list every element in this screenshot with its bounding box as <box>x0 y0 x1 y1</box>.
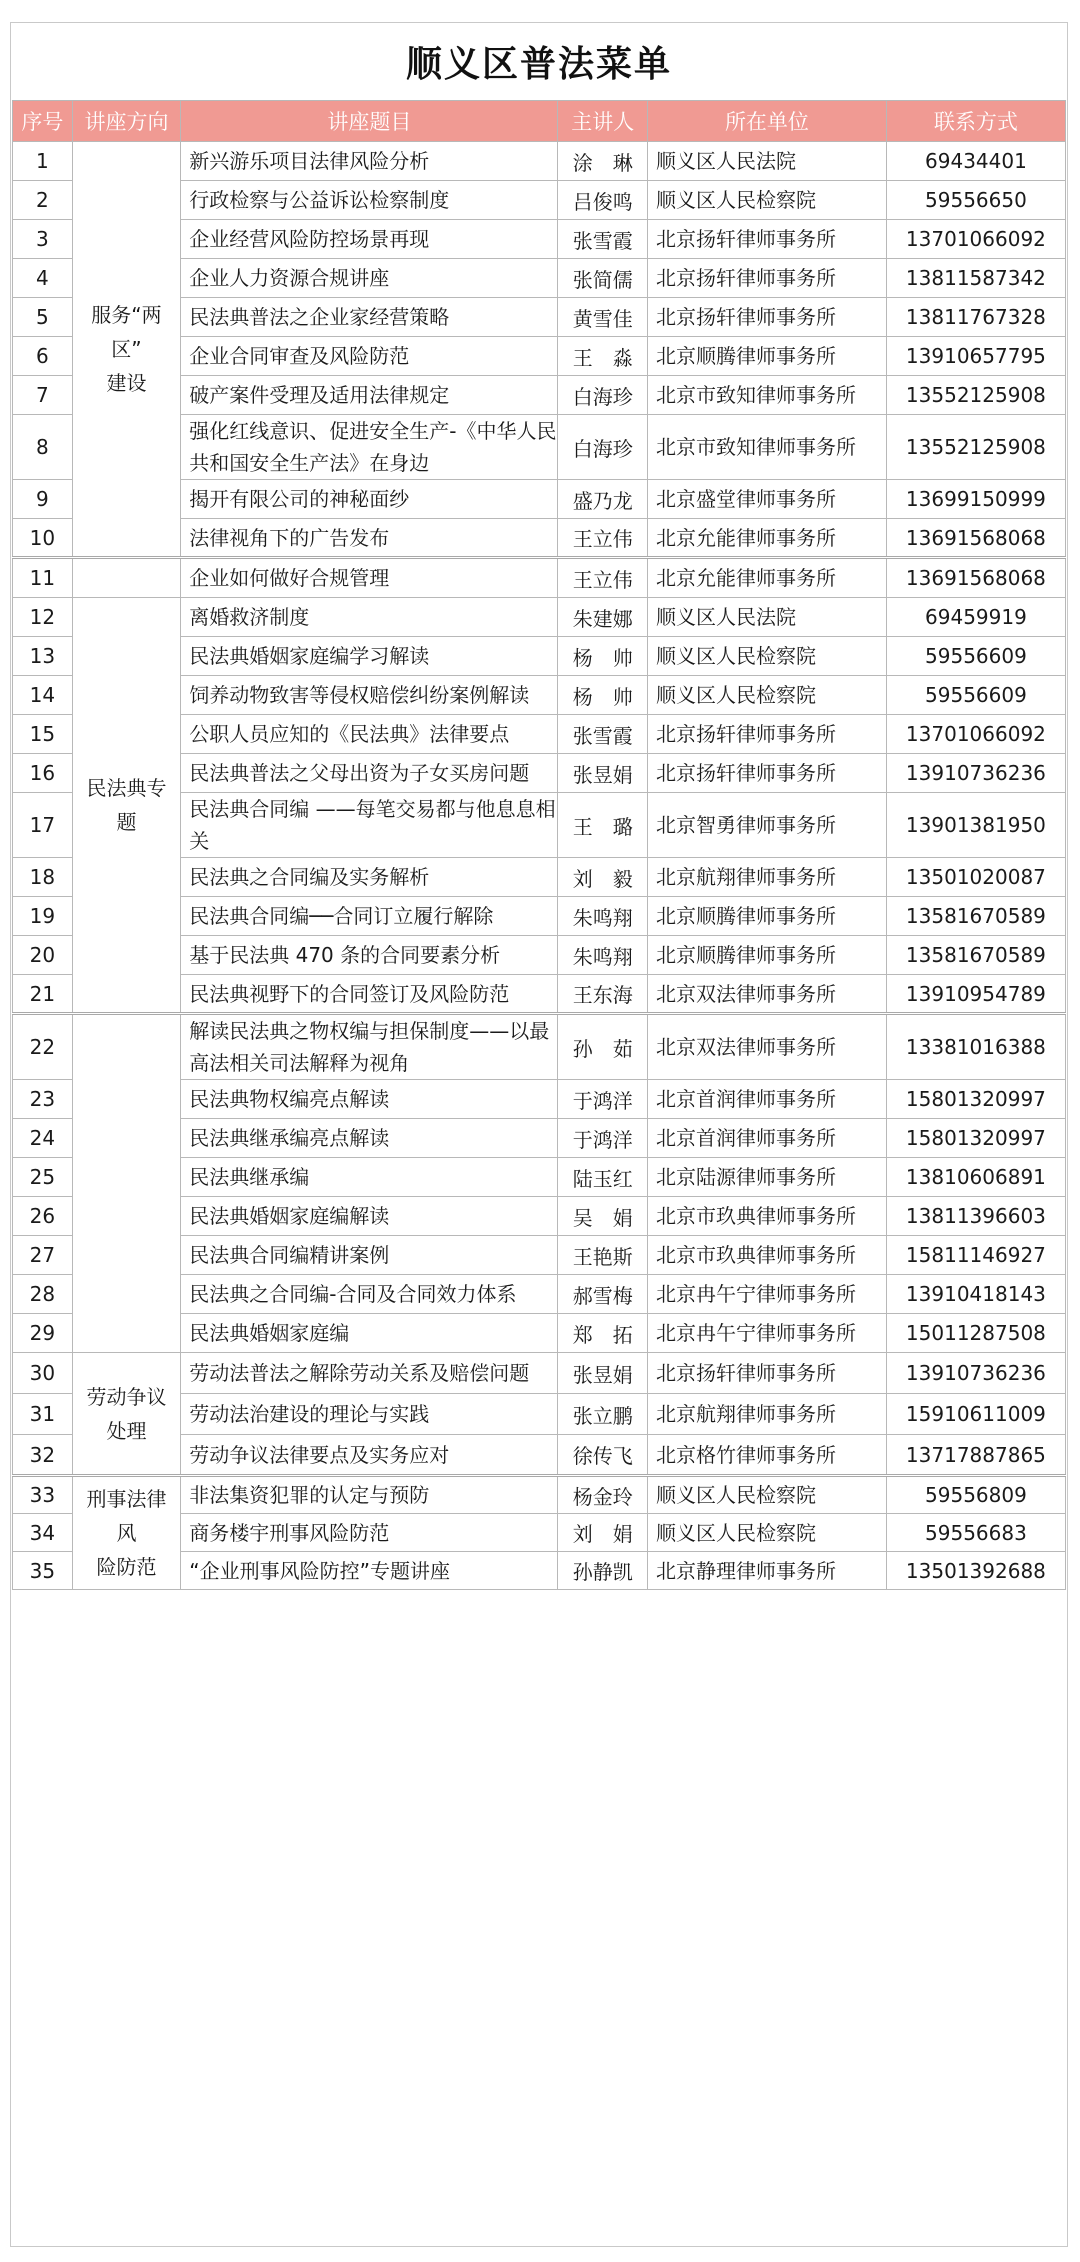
lecture-topic: 企业合同审查及风险防范 <box>181 337 558 376</box>
unit-name: 顺义区人民法院 <box>648 598 887 637</box>
lecture-direction-cell <box>72 558 181 598</box>
contact-number: 13691568068 <box>886 519 1065 558</box>
direction-label-line2: 建设 <box>106 371 147 395</box>
lecture-topic: 民法典之合同编及实务解析 <box>181 858 558 897</box>
contact-number: 13552125908 <box>886 376 1065 415</box>
contact-number: 59556809 <box>886 1476 1065 1514</box>
lecture-topic: 民法典普法之父母出资为子女买房问题 <box>181 754 558 793</box>
table-row <box>13 142 1066 181</box>
unit-name: 北京首润律师事务所 <box>648 1080 887 1119</box>
table-row <box>13 1014 1066 1080</box>
speaker-name: 涂 琳 <box>558 142 648 181</box>
unit-name: 北京扬轩律师事务所 <box>648 298 887 337</box>
lecture-topic: 民法典视野下的合同签订及风险防范 <box>181 975 558 1014</box>
unit-name: 北京市玖典律师事务所 <box>648 1236 887 1275</box>
row-number: 3 <box>13 220 73 259</box>
speaker-name: 吴 娟 <box>558 1197 648 1236</box>
contact-number: 15011287508 <box>886 1314 1065 1353</box>
unit-name: 北京冉午宁律师事务所 <box>648 1275 887 1314</box>
row-number: 18 <box>13 858 73 897</box>
speaker-name: 王 淼 <box>558 337 648 376</box>
direction-label: 刑事法律风 <box>86 1487 167 1545</box>
lecture-direction-cell <box>72 1353 181 1476</box>
row-number: 26 <box>13 1197 73 1236</box>
contact-number: 13810606891 <box>886 1158 1065 1197</box>
unit-name: 北京盛堂律师事务所 <box>648 480 887 519</box>
lecture-direction-cell <box>72 142 181 558</box>
row-number: 12 <box>13 598 73 637</box>
speaker-name: 杨金玲 <box>558 1476 648 1514</box>
lecture-topic: 行政检察与公益诉讼检察制度 <box>181 181 558 220</box>
unit-name: 北京顺腾律师事务所 <box>648 936 887 975</box>
header-contact: 联系方式 <box>886 101 1065 142</box>
row-number: 17 <box>13 793 73 858</box>
row-number: 7 <box>13 376 73 415</box>
lecture-topic: 劳动法普法之解除劳动关系及赔偿问题 <box>181 1353 558 1394</box>
unit-name: 北京航翔律师事务所 <box>648 858 887 897</box>
contact-number: 59556683 <box>886 1514 1065 1552</box>
row-number: 10 <box>13 519 73 558</box>
unit-name: 北京扬轩律师事务所 <box>648 259 887 298</box>
lecture-topic: 企业如何做好合规管理 <box>181 558 558 598</box>
row-number: 25 <box>13 1158 73 1197</box>
unit-name: 北京首润律师事务所 <box>648 1119 887 1158</box>
row-number: 23 <box>13 1080 73 1119</box>
speaker-name: 张昱娟 <box>558 754 648 793</box>
lecture-direction-cell <box>72 1014 181 1353</box>
header-direction: 讲座方向 <box>72 101 181 142</box>
unit-name: 北京双法律师事务所 <box>648 1014 887 1080</box>
direction-label: 劳动争议 <box>86 1384 167 1409</box>
row-number: 9 <box>13 480 73 519</box>
lecture-topic: 劳动法治建设的理论与实践 <box>181 1394 558 1435</box>
lecture-topic: 基于民法典 470 条的合同要素分析 <box>181 936 558 975</box>
row-number: 35 <box>13 1552 73 1590</box>
unit-name: 北京冉午宁律师事务所 <box>648 1314 887 1353</box>
table-header-row <box>13 101 1066 142</box>
speaker-name: 孙静凯 <box>558 1552 648 1590</box>
speaker-name: 刘 毅 <box>558 858 648 897</box>
speaker-name: 于鸿洋 <box>558 1119 648 1158</box>
speaker-name: 徐传飞 <box>558 1435 648 1476</box>
row-number: 8 <box>13 415 73 480</box>
speaker-name: 黄雪佳 <box>558 298 648 337</box>
contact-number: 13581670589 <box>886 936 1065 975</box>
contact-number: 13910736236 <box>886 754 1065 793</box>
contact-number: 13701066092 <box>886 220 1065 259</box>
row-number: 29 <box>13 1314 73 1353</box>
speaker-name: 王立伟 <box>558 558 648 598</box>
speaker-name: 王 璐 <box>558 793 648 858</box>
lecture-topic: 破产案件受理及适用法律规定 <box>181 376 558 415</box>
speaker-name: 杨 帅 <box>558 676 648 715</box>
unit-name: 北京扬轩律师事务所 <box>648 220 887 259</box>
lecture-topic: 新兴游乐项目法律风险分析 <box>181 142 558 181</box>
contact-number: 69459919 <box>886 598 1065 637</box>
unit-name: 北京扬轩律师事务所 <box>648 754 887 793</box>
speaker-name: 朱鸣翔 <box>558 936 648 975</box>
lecture-topic: 民法典合同编精讲案例 <box>181 1236 558 1275</box>
contact-number: 15811146927 <box>886 1236 1065 1275</box>
lecture-topic: 民法典继承编亮点解读 <box>181 1119 558 1158</box>
speaker-name: 盛乃龙 <box>558 480 648 519</box>
lecture-direction-cell <box>72 598 181 1014</box>
unit-name: 北京市玖典律师事务所 <box>648 1197 887 1236</box>
row-number: 14 <box>13 676 73 715</box>
table-row <box>13 598 1066 637</box>
lecture-topic: 民法典合同编 ——每笔交易都与他息息相关 <box>181 793 558 858</box>
unit-name: 顺义区人民检察院 <box>648 637 887 676</box>
row-number: 1 <box>13 142 73 181</box>
contact-number: 13552125908 <box>886 415 1065 480</box>
lecture-topic: 民法典普法之企业家经营策略 <box>181 298 558 337</box>
unit-name: 北京市致知律师事务所 <box>648 376 887 415</box>
row-number: 21 <box>13 975 73 1014</box>
lecture-topic: 民法典继承编 <box>181 1158 558 1197</box>
speaker-name: 张立鹏 <box>558 1394 648 1435</box>
unit-name: 顺义区人民检察院 <box>648 181 887 220</box>
contact-number: 13811767328 <box>886 298 1065 337</box>
header-speaker: 主讲人 <box>558 101 648 142</box>
contact-number: 59556650 <box>886 181 1065 220</box>
unit-name: 顺义区人民检察院 <box>648 1476 887 1514</box>
contact-number: 13581670589 <box>886 897 1065 936</box>
contact-number: 13910736236 <box>886 1353 1065 1394</box>
speaker-name: 白海珍 <box>558 415 648 480</box>
row-number: 20 <box>13 936 73 975</box>
direction-label-line2: 处理 <box>106 1418 147 1443</box>
row-number: 4 <box>13 259 73 298</box>
unit-name: 北京双法律师事务所 <box>648 975 887 1014</box>
lecture-topic: 企业经营风险防控场景再现 <box>181 220 558 259</box>
unit-name: 北京智勇律师事务所 <box>648 793 887 858</box>
unit-name: 北京航翔律师事务所 <box>648 1394 887 1435</box>
unit-name: 北京静理律师事务所 <box>648 1552 887 1590</box>
header-no: 序号 <box>13 101 73 142</box>
lecture-topic: 民法典婚姻家庭编学习解读 <box>181 637 558 676</box>
page-title: 顺义区普法菜单 <box>405 43 672 85</box>
lecture-topic: 强化红线意识、促进安全生产-《中华人民共和国安全生产法》在身边 <box>181 415 558 480</box>
table-row <box>13 558 1066 598</box>
row-number: 32 <box>13 1435 73 1476</box>
contact-number: 13381016388 <box>886 1014 1065 1080</box>
speaker-name: 白海珍 <box>558 376 648 415</box>
row-number: 15 <box>13 715 73 754</box>
row-number: 27 <box>13 1236 73 1275</box>
speaker-name: 王立伟 <box>558 519 648 558</box>
contact-number: 13910657795 <box>886 337 1065 376</box>
contact-number: 15910611009 <box>886 1394 1065 1435</box>
lecture-topic: 公职人员应知的《民法典》法律要点 <box>181 715 558 754</box>
unit-name: 北京扬轩律师事务所 <box>648 715 887 754</box>
speaker-name: 陆玉红 <box>558 1158 648 1197</box>
lecture-topic: 企业人力资源合规讲座 <box>181 259 558 298</box>
speaker-name: 张雪霞 <box>558 220 648 259</box>
direction-label: 服务“两区” <box>91 303 162 361</box>
speaker-name: 王东海 <box>558 975 648 1014</box>
unit-name: 北京允能律师事务所 <box>648 519 887 558</box>
speaker-name: 王艳斯 <box>558 1236 648 1275</box>
lecture-topic: 民法典物权编亮点解读 <box>181 1080 558 1119</box>
unit-name: 北京顺腾律师事务所 <box>648 337 887 376</box>
lecture-topic: 民法典之合同编-合同及合同效力体系 <box>181 1275 558 1314</box>
lecture-direction-cell <box>72 1476 181 1590</box>
row-number: 6 <box>13 337 73 376</box>
speaker-name: 刘 娟 <box>558 1514 648 1552</box>
lecture-topic: 民法典合同编──合同订立履行解除 <box>181 897 558 936</box>
speaker-name: 郑 拓 <box>558 1314 648 1353</box>
lecture-topic: 法律视角下的广告发布 <box>181 519 558 558</box>
lecture-topic: 商务楼宇刑事风险防范 <box>181 1514 558 1552</box>
contact-number: 13811396603 <box>886 1197 1065 1236</box>
speaker-name: 杨 帅 <box>558 637 648 676</box>
row-number: 5 <box>13 298 73 337</box>
row-number: 33 <box>13 1476 73 1514</box>
row-number: 30 <box>13 1353 73 1394</box>
unit-name: 顺义区人民法院 <box>648 142 887 181</box>
contact-number: 13501020087 <box>886 858 1065 897</box>
lecture-topic: 非法集资犯罪的认定与预防 <box>181 1476 558 1514</box>
unit-name: 顺义区人民检察院 <box>648 1514 887 1552</box>
lecture-topic: “企业刑事风险防控”专题讲座 <box>181 1552 558 1590</box>
row-number: 28 <box>13 1275 73 1314</box>
unit-name: 北京市致知律师事务所 <box>648 415 887 480</box>
unit-name: 北京扬轩律师事务所 <box>648 1353 887 1394</box>
speaker-name: 张昱娟 <box>558 1353 648 1394</box>
header-topic: 讲座题目 <box>181 101 558 142</box>
contact-number: 13699150999 <box>886 480 1065 519</box>
contact-number: 13910418143 <box>886 1275 1065 1314</box>
unit-name: 北京格竹律师事务所 <box>648 1435 887 1476</box>
row-number: 13 <box>13 637 73 676</box>
contact-number: 13691568068 <box>886 558 1065 598</box>
speaker-name: 朱鸣翔 <box>558 897 648 936</box>
row-number: 2 <box>13 181 73 220</box>
speaker-name: 吕俊鸣 <box>558 181 648 220</box>
table-body <box>13 142 1066 1590</box>
lecture-topic: 揭开有限公司的神秘面纱 <box>181 480 558 519</box>
unit-name: 顺义区人民检察院 <box>648 676 887 715</box>
table-row <box>13 1476 1066 1514</box>
unit-name: 北京陆源律师事务所 <box>648 1158 887 1197</box>
contact-number: 13717887865 <box>886 1435 1065 1476</box>
row-number: 22 <box>13 1014 73 1080</box>
contact-number: 15801320997 <box>886 1080 1065 1119</box>
lecture-topic: 民法典婚姻家庭编 <box>181 1314 558 1353</box>
contact-number: 13901381950 <box>886 793 1065 858</box>
speaker-name: 张雪霞 <box>558 715 648 754</box>
speaker-name: 张简儒 <box>558 259 648 298</box>
direction-label-line2: 险防范 <box>96 1555 157 1579</box>
lecture-topic: 劳动争议法律要点及实务应对 <box>181 1435 558 1476</box>
contact-number: 15801320997 <box>886 1119 1065 1158</box>
lecture-topic: 民法典婚姻家庭编解读 <box>181 1197 558 1236</box>
row-number: 19 <box>13 897 73 936</box>
contact-number: 69434401 <box>886 142 1065 181</box>
contact-number: 59556609 <box>886 676 1065 715</box>
lecture-table <box>12 100 1066 1590</box>
direction-label: 民法典专题 <box>86 776 167 834</box>
contact-number: 13701066092 <box>886 715 1065 754</box>
contact-number: 13501392688 <box>886 1552 1065 1590</box>
lecture-topic: 饲养动物致害等侵权赔偿纠纷案例解读 <box>181 676 558 715</box>
contact-number: 13811587342 <box>886 259 1065 298</box>
lecture-topic: 解读民法典之物权编与担保制度——以最高法相关司法解释为视角 <box>181 1014 558 1080</box>
lecture-topic: 离婚救济制度 <box>181 598 558 637</box>
speaker-name: 郝雪梅 <box>558 1275 648 1314</box>
speaker-name: 孙 茹 <box>558 1014 648 1080</box>
row-number: 11 <box>13 558 73 598</box>
row-number: 31 <box>13 1394 73 1435</box>
header-unit: 所在单位 <box>648 101 887 142</box>
speaker-name: 朱建娜 <box>558 598 648 637</box>
speaker-name: 于鸿洋 <box>558 1080 648 1119</box>
contact-number: 59556609 <box>886 637 1065 676</box>
row-number: 24 <box>13 1119 73 1158</box>
row-number: 16 <box>13 754 73 793</box>
row-number: 34 <box>13 1514 73 1552</box>
table-row <box>13 1353 1066 1394</box>
contact-number: 13910954789 <box>886 975 1065 1014</box>
unit-name: 北京允能律师事务所 <box>648 558 887 598</box>
unit-name: 北京顺腾律师事务所 <box>648 897 887 936</box>
